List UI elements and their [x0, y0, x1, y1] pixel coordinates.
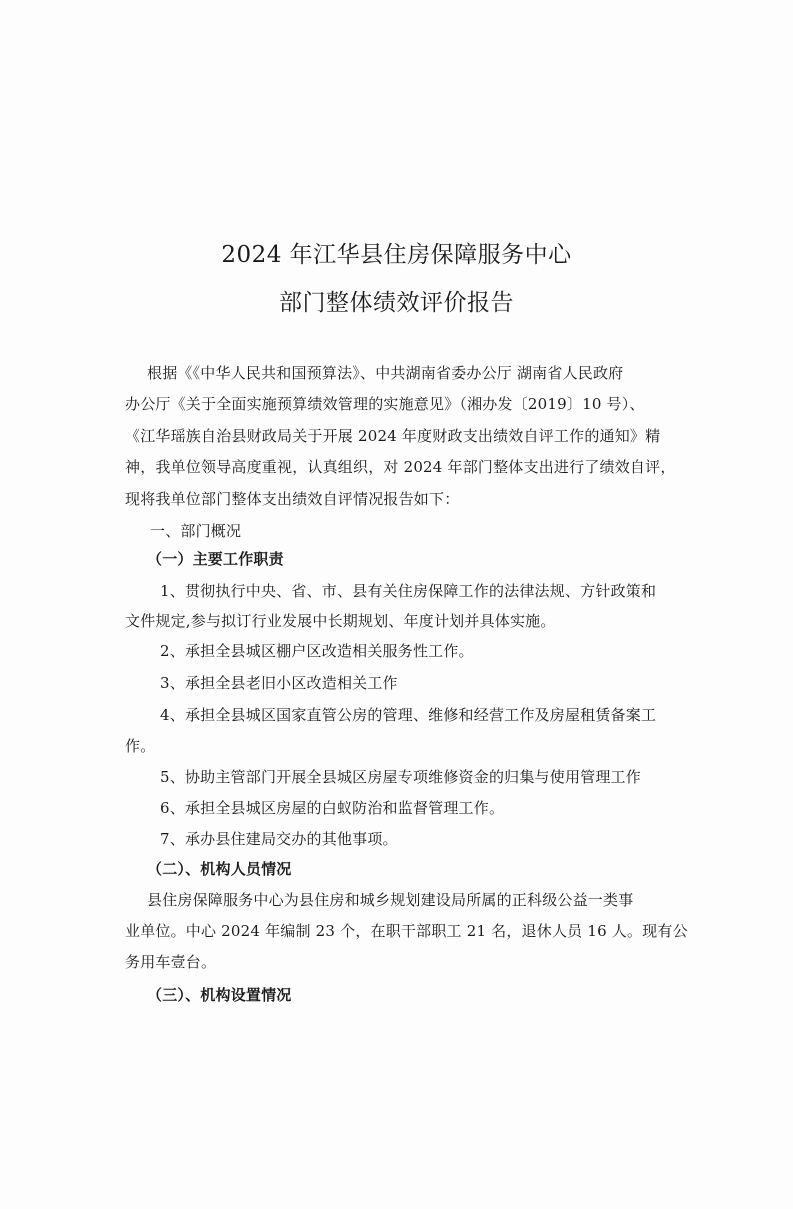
document-title-line-1: 2024 年江华县住房保障服务中心 [221, 242, 572, 268]
intro-line-3: 《江华瑶族自治县财政局关于开展 2024 年度财政支出绩效自评工作的通知》精 [125, 427, 661, 445]
duty-1-line-1: 1、贯彻执行中央、省、市、县有关住房保障工作的法律法规、方针政策和 [160, 582, 657, 600]
duty-3: 3、承担全县老旧小区改造相关工作 [160, 674, 398, 692]
subsection-2-heading: （二）、机构人员情况 [147, 860, 292, 878]
section-1-heading: 一、部门概况 [150, 522, 242, 540]
staff-line-1: 县住房保障服务中心为县住房和城乡规划建设局所属的正科级公益一类事 [147, 891, 634, 909]
subsection-3-heading: （三）、机构设置情况 [147, 986, 292, 1004]
duty-4-line-2: 作。 [125, 737, 156, 755]
document-title-line-2: 部门整体绩效评价报告 [279, 290, 514, 316]
duty-5: 5、协助主管部门开展全县城区房屋专项维修资金的归集与使用管理工作 [160, 768, 641, 786]
staff-line-3: 务用车壹台。 [125, 953, 217, 971]
intro-line-4: 神，我单位领导高度重视，认真组织，对 2024 年部门整体支出进行了绩效自评， [125, 458, 676, 476]
intro-line-1: 根据《《中华人民共和国预算法》、中共湖南省委办公厅 湖南省人民政府 [147, 364, 624, 382]
duty-2: 2、承担全县城区棚户区改造相关服务性工作。 [160, 642, 474, 660]
subsection-1-heading: （一）主要工作职责 [147, 550, 284, 568]
duty-4-line-1: 4、承担全县城区国家直管公房的管理、维修和经营工作及房屋租赁备案工 [160, 706, 657, 724]
intro-line-2: 办公厅《关于全面实施预算绩效管理的实施意见》（湘办发〔2019〕10 号）、 [125, 395, 645, 413]
duty-1-line-2: 文件规定,参与拟订行业发展中长期规划、年度计划并具体实施。 [125, 612, 556, 630]
duty-7: 7、承办县住建局交办的其他事项。 [160, 830, 398, 848]
staff-line-2: 业单位。中心 2024 年编制 23 个，在职干部职工 21 名，退休人员 16 人。现有公 [125, 922, 688, 940]
duty-6: 6、承担全县城区房屋的白蚁防治和监督管理工作。 [160, 799, 505, 817]
intro-line-5: 现将我单位部门整体支出绩效自评情况报告如下： [125, 490, 460, 508]
